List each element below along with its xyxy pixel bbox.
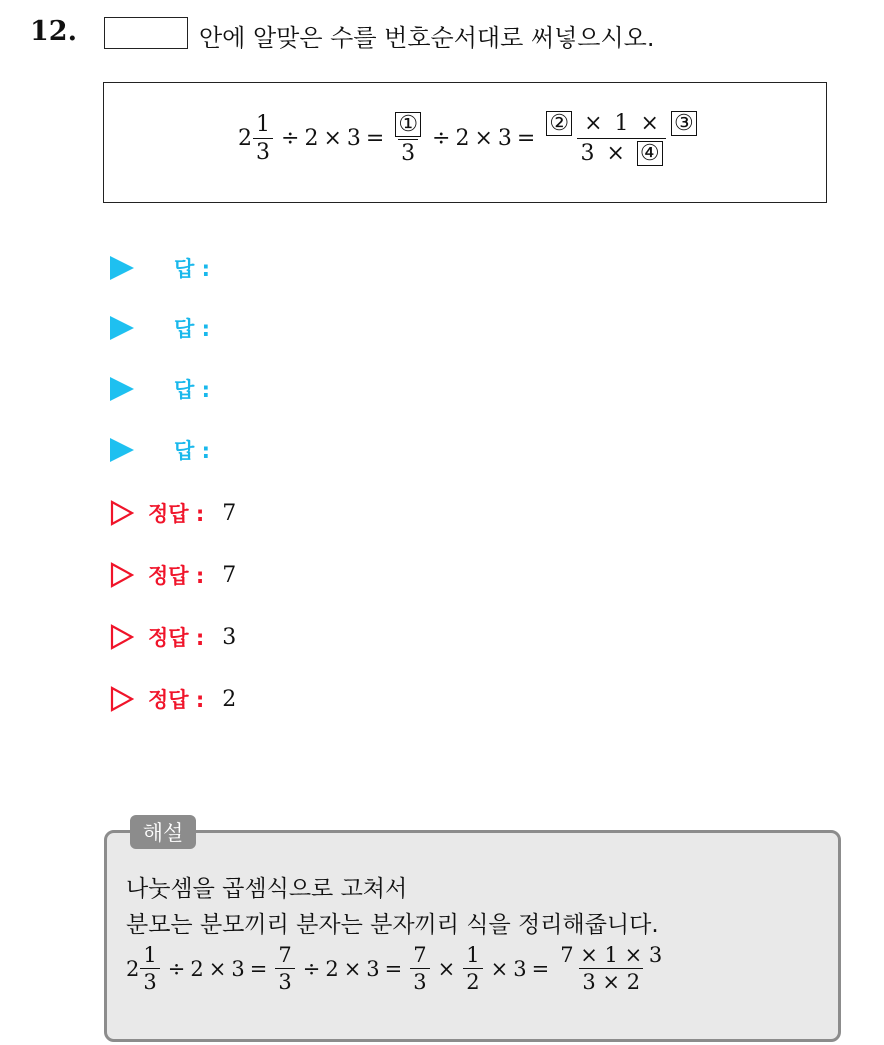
number-one: 1 bbox=[614, 111, 629, 136]
number-two: 2 bbox=[190, 956, 204, 981]
correct-label: 정답 : bbox=[148, 564, 205, 588]
times-sign: × bbox=[640, 111, 659, 136]
times-sign: × bbox=[606, 141, 625, 167]
blank-box-4[interactable]: ④ bbox=[637, 141, 663, 166]
outline-triangle-icon bbox=[110, 500, 134, 526]
play-triangle-icon bbox=[110, 316, 134, 340]
fraction-denominator: 3 bbox=[410, 968, 429, 993]
divide-sign: ÷ bbox=[167, 956, 186, 981]
play-triangle-icon bbox=[110, 377, 134, 401]
answer-label: 답 : bbox=[174, 378, 210, 402]
number-three: 3 bbox=[513, 956, 527, 981]
fraction-numerator: 7 bbox=[278, 943, 292, 967]
answer-row-3[interactable] bbox=[110, 372, 210, 406]
times-sign: × bbox=[584, 111, 603, 136]
fraction-one-third bbox=[253, 113, 273, 164]
equals-sign: = bbox=[365, 126, 385, 152]
correct-value: 2 bbox=[222, 686, 237, 712]
correct-label: 정답 : bbox=[148, 626, 205, 650]
fraction-result bbox=[557, 944, 665, 993]
answer-row-4[interactable] bbox=[110, 433, 210, 467]
times-sign: × bbox=[474, 126, 493, 152]
times-sign: × bbox=[323, 126, 342, 152]
explanation-line-1: 나눗셈을 곱셈식으로 고쳐서 bbox=[126, 876, 408, 902]
answer-label: 답 : bbox=[174, 317, 210, 341]
fraction bbox=[140, 944, 159, 993]
divide-sign: ÷ bbox=[432, 126, 451, 152]
fraction bbox=[275, 944, 294, 993]
mixed-whole: 2 bbox=[126, 956, 140, 981]
question-number: 12. bbox=[30, 16, 77, 47]
equals-sign: = bbox=[516, 126, 536, 152]
explanation-tag: 해설 bbox=[130, 815, 196, 849]
fraction-numerator: 1 bbox=[466, 943, 480, 967]
equals-sign: = bbox=[531, 956, 550, 981]
fraction-denominator: 3 × 2 bbox=[579, 968, 643, 993]
fraction-denominator: 3 bbox=[253, 138, 273, 164]
answer-label: 답 : bbox=[174, 439, 210, 463]
answer-row-2[interactable] bbox=[110, 311, 210, 345]
explanation-line-2: 분모는 분모끼리 분자는 분자끼리 식을 정리해줍니다. bbox=[126, 912, 659, 938]
correct-row-2 bbox=[110, 558, 236, 592]
outline-triangle-icon bbox=[110, 686, 134, 712]
number-three: 3 bbox=[580, 141, 595, 167]
divide-sign: ÷ bbox=[302, 956, 321, 981]
answer-label: 답 : bbox=[174, 257, 210, 281]
number-three: 3 bbox=[497, 126, 512, 152]
explanation-equation bbox=[126, 944, 668, 993]
number-two: 2 bbox=[304, 126, 319, 152]
number-two: 2 bbox=[325, 956, 339, 981]
fraction-denominator: 3 bbox=[140, 968, 159, 993]
play-triangle-icon bbox=[110, 438, 134, 462]
answer-blank-box bbox=[104, 17, 188, 49]
fraction-denominator: 2 bbox=[463, 968, 482, 993]
correct-row-3 bbox=[110, 620, 236, 654]
correct-label: 정답 : bbox=[148, 688, 205, 712]
fraction-numerator: 7 × 1 × 3 bbox=[560, 943, 663, 967]
times-sign: × bbox=[208, 956, 227, 981]
mixed-whole: 2 bbox=[238, 126, 252, 152]
correct-value: 7 bbox=[222, 500, 237, 526]
equals-sign: = bbox=[249, 956, 268, 981]
divide-sign: ÷ bbox=[281, 126, 300, 152]
equation bbox=[238, 111, 703, 166]
fraction-numerator: 1 bbox=[256, 112, 270, 137]
correct-value: 7 bbox=[222, 562, 237, 588]
times-sign: × bbox=[490, 956, 509, 981]
fraction-boxes bbox=[543, 111, 699, 166]
number-three: 3 bbox=[346, 126, 361, 152]
question-text: 안에 알맞은 수를 번호순서대로 써넣으시오. bbox=[199, 24, 655, 52]
correct-row-1 bbox=[110, 496, 236, 530]
fraction bbox=[410, 944, 429, 993]
fraction-denominator: 3 bbox=[275, 968, 294, 993]
fraction bbox=[463, 944, 482, 993]
outline-triangle-icon bbox=[110, 562, 134, 588]
blank-box-1[interactable]: ① bbox=[395, 112, 421, 137]
number-three: 3 bbox=[231, 956, 245, 981]
fraction-denominator: 3 bbox=[398, 139, 418, 165]
number-two: 2 bbox=[455, 126, 470, 152]
correct-value: 3 bbox=[222, 624, 237, 650]
equation-box bbox=[103, 82, 827, 203]
number-three: 3 bbox=[366, 956, 380, 981]
outline-triangle-icon bbox=[110, 624, 134, 650]
equals-sign: = bbox=[384, 956, 403, 981]
blank-box-3[interactable]: ③ bbox=[671, 111, 697, 136]
times-sign: × bbox=[437, 956, 456, 981]
answer-row-1[interactable] bbox=[110, 251, 210, 285]
correct-row-4 bbox=[110, 682, 236, 716]
correct-label: 정답 : bbox=[148, 502, 205, 526]
fraction-numerator: 1 bbox=[143, 943, 157, 967]
fraction-box1-over-three bbox=[392, 112, 424, 165]
play-triangle-icon bbox=[110, 256, 134, 280]
blank-box-2[interactable]: ② bbox=[546, 111, 572, 136]
times-sign: × bbox=[343, 956, 362, 981]
fraction-numerator: 7 bbox=[413, 943, 427, 967]
